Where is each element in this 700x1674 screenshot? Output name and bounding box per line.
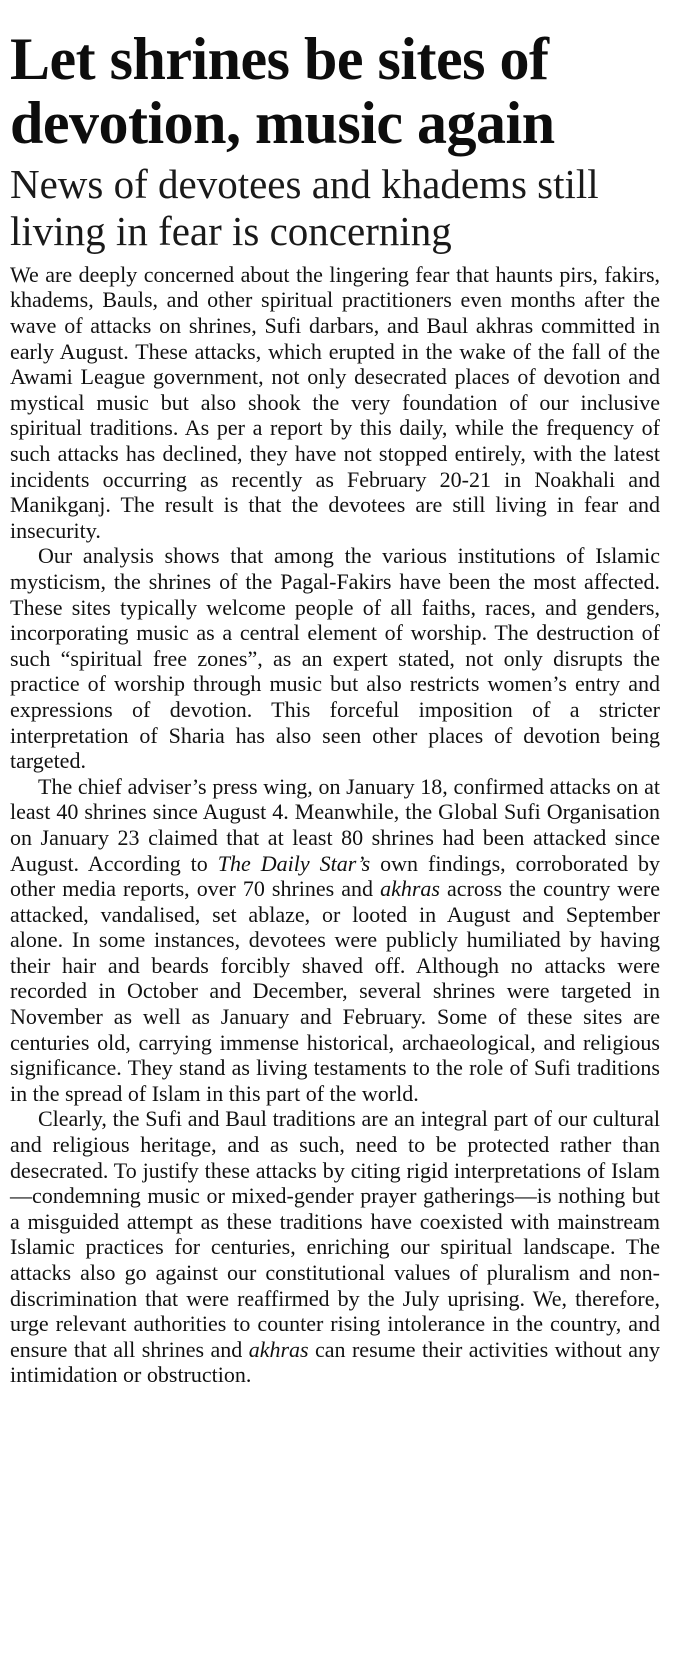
subheadline: News of devotees and khadems still living in fear is concerning (10, 161, 599, 254)
paragraph (10, 543, 660, 773)
paragraph (10, 1106, 660, 1388)
publication-name-italic: The Daily Star’s (217, 850, 371, 876)
text-run: Our analysis shows that among the various institutions of Islamic mysticism, the shrines of the Pagal-Fakirs have been the most affected. These sites typically welcome people of all faiths, races, and genders, incorporating music as a central element of worship. The destruction of such “spiritual free zones”, as an expert stated, not only disrupts the practice of worship through music but also restricts women’s entry and expressions of devotion. This forceful imposition of a stricter interpretation of Sharia has also seen other places of devotion being targeted. (10, 543, 660, 774)
text-run: own findings, corroborated by other media reports, over 70 shrines and (10, 850, 660, 902)
italic-term: akhras (248, 1336, 309, 1362)
text-run: can resume their activities without any intimidation or obstruction. (10, 1336, 660, 1388)
article-body (10, 262, 660, 1388)
italic-term: akhras (380, 876, 440, 902)
text-run: Clearly, the Sufi and Baul traditions are an integral part of our cultural and religious heritage, and as such, need to be protected rather than desecrated. To justify these attacks by citing rigid interpretations of Islam—condemning music or mixed-gender prayer gatherings—is nothing but a misguided attempt as these traditions have coexisted with mainstream Islamic practices for centuries, enriching our spiritual landscape. The attacks also go against our constitutional values of pluralism and non-discrimination that were reaffirmed by the July uprising. We, therefore, urge relevant authorities to counter rising intolerance in the country, and ensure that all shrines and (10, 1106, 660, 1362)
text-run: The chief adviser’s press wing, on January 18, confirmed attacks on at least 40 shrines since August 4. Meanwhile, the Global Sufi Organisation on January 23 claimed that at least 80 shrines had been attacked since August. According to (10, 773, 660, 876)
text-run: across the country were attacked, vandalised, set ablaze, or looted in August and September alone. In some instances, devotees were publicly humiliated by having their hair and beards forcibly shaved off. Although no attacks were recorded in October and December, several shrines were targeted in November as well as January and February. Some of these sites are centuries old, carrying immense historical, archaeological, and religious significance. They stand as living testaments to the role of Sufi traditions in the spread of Islam in this part of the world. (10, 876, 660, 1106)
headline: Let shrines be sites of devotion, music again (10, 26, 555, 156)
paragraph (10, 774, 660, 1107)
paragraph (10, 262, 660, 544)
text-run: We are deeply concerned about the lingering fear that haunts pirs, fakirs, khadems, Bauls, and other spiritual practitioners even months after the wave of attacks on shrines, Sufi darbars, and Baul akhras committed in early August. These attacks, which erupted in the wake of the fall of the Awami League government, not only desecrated places of devotion and mystical music but also shook the very foundation of our inclusive spiritual traditions. As per a report by this daily, while the frequency of such attacks has declined, they have not stopped entirely, with the latest incidents occurring as recently as February 20-21 in Noakhali and Manikganj. The result is that the devotees are still living in fear and insecurity. (10, 261, 660, 543)
